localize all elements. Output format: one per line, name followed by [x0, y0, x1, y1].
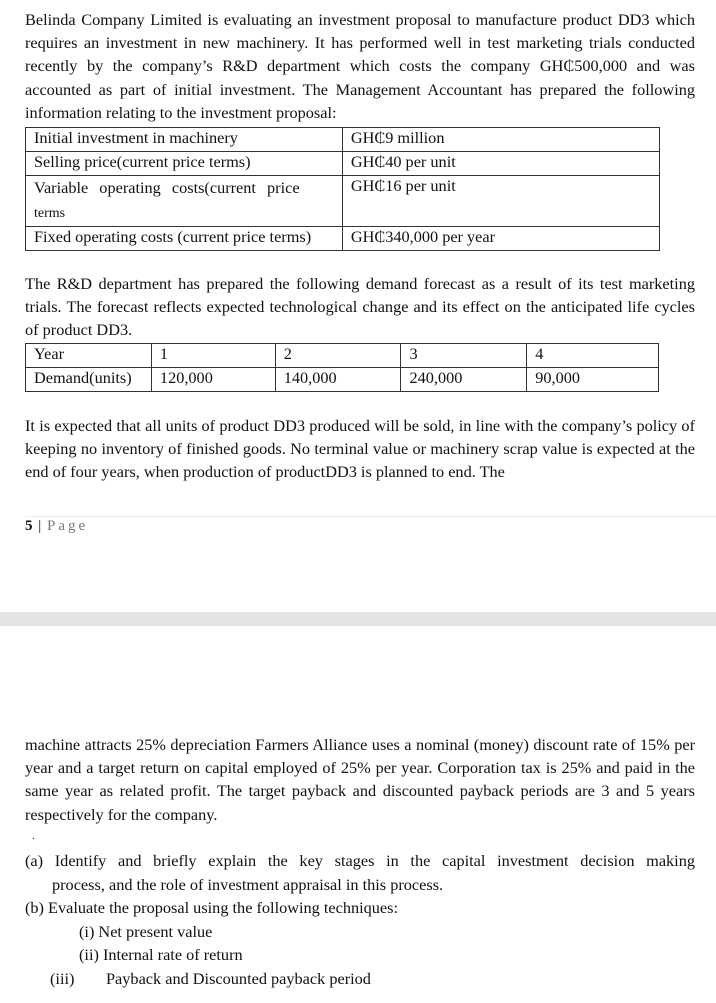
table-cell: GH₵40 per unit	[342, 152, 659, 176]
footer-divider	[25, 516, 716, 517]
investment-info-table	[25, 127, 660, 251]
table-cell: Demand(units)	[26, 368, 152, 392]
table-cell: 1	[151, 344, 275, 368]
forecast-paragraph: The R&D department has prepared the following demand forecast as a result of its test marketing trials. The forecast reflects expected technological change and its effect on the anticipated life cycles of product DD3.	[25, 274, 695, 340]
page-gap	[0, 612, 716, 626]
table-cell	[26, 176, 343, 227]
question-b-iii: Payback and Discounted payback period	[106, 969, 371, 988]
table-cell: Fixed operating costs (current price terms)	[26, 227, 343, 251]
intro-paragraph: Belinda Company Limited is evaluating an investment proposal to manufacture product DD3 which requires an investment in new machinery. It has performed well in test marketing trials conducted recently by the company’s R&D department which costs the company GH₵500,000 and was accounted as part of initial investment. The Management Accountant has prepared the following information relating to the investment proposal:	[25, 10, 695, 122]
table-cell: 90,000	[527, 368, 659, 392]
table-row	[26, 368, 659, 392]
table-row	[26, 227, 660, 251]
table-cell-text: terms	[34, 206, 66, 221]
table-cell: 4	[527, 344, 659, 368]
table-cell: 3	[401, 344, 527, 368]
question-a-line-2: process, and the role of investment appraisal in this process.	[52, 875, 444, 894]
table-cell: 2	[275, 344, 401, 368]
page-label: Page	[47, 518, 89, 534]
table-row	[26, 176, 660, 227]
table-cell: GH₵340,000 per year	[342, 227, 659, 251]
continuation-paragraph: machine attracts 25% depreciation Farmers Alliance uses a nominal (money) discount rate of 15% per year and a target return on capital employed of 25% per year. Corporation tax is 25% and paid in the same year as related profit. The target payback and discounted payback periods are 3 and 5 years respectively for the company.	[25, 735, 695, 824]
question-a-line-1: (a) Identify and briefly explain the key stages in the capital investment decision making	[25, 851, 695, 870]
table-cell: 120,000	[151, 368, 275, 392]
table-cell: Selling price(current price terms)	[26, 152, 343, 176]
table-cell: 240,000	[401, 368, 527, 392]
table-row	[26, 344, 659, 368]
table-cell: 140,000	[275, 368, 401, 392]
question-b-i: (i) Net present value	[79, 922, 213, 941]
table-row	[26, 152, 660, 176]
table-row	[26, 128, 660, 152]
table-cell: Year	[26, 344, 152, 368]
expectation-paragraph: It is expected that all units of product DD3 produced will be sold, in line with the company’s policy of keeping no inventory of finished goods. No terminal value or machinery scrap value is expected at the end of four years, when production of productDD3 is planned to end. The	[25, 416, 695, 482]
page-footer	[25, 518, 88, 535]
table-cell: GH₵16 per unit	[342, 176, 659, 227]
question-b-ii: (ii) Internal rate of return	[79, 945, 243, 964]
table-cell: GH₵9 million	[342, 128, 659, 152]
page-number: 5	[25, 518, 34, 534]
question-b: (b) Evaluate the proposal using the following techniques:	[25, 898, 399, 917]
question-b-iii-number: (iii)	[50, 969, 75, 988]
page-separator: |	[38, 518, 43, 534]
demand-forecast-table	[25, 343, 659, 392]
table-cell-text: Variable operating costs(current price	[34, 178, 300, 197]
stray-mark: .	[32, 828, 35, 842]
table-cell: Initial investment in machinery	[26, 128, 343, 152]
